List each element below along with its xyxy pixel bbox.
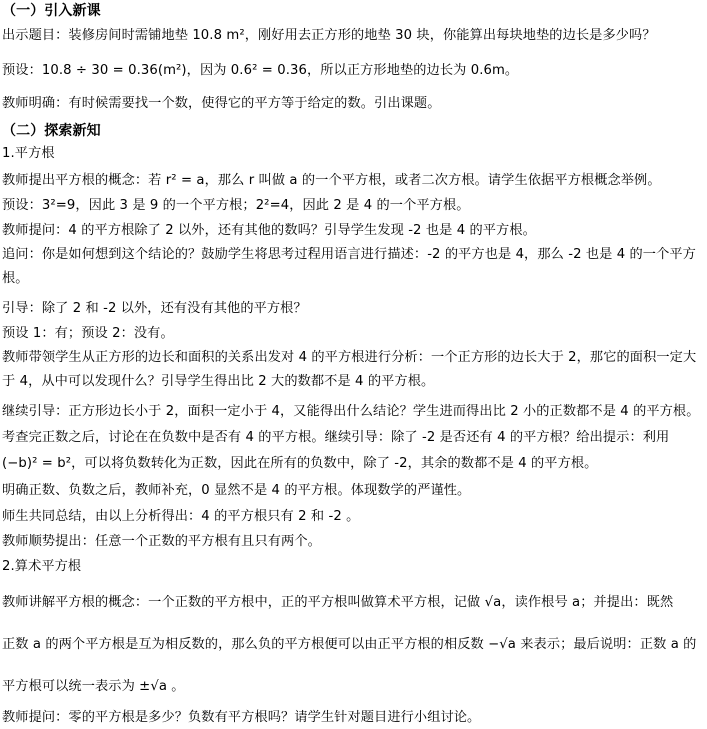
subheading-square-root: 1.平方根 <box>2 146 55 161</box>
section-heading-intro: （一）引入新课 <box>2 3 101 19</box>
subheading-arithmetic-root: 2.算术平方根 <box>2 559 82 574</box>
paragraph-continue: 继续引导：正方形边长小于 2，面积一定小于 4，又能得出什么结论？学生进而得出比 2 小的正数都不是 4 的平方根。 <box>2 404 700 419</box>
paragraph-question-4: 教师提问：4 的平方根除了 2 以外，还有其他的数吗？引导学生发现 -2 也是 4 的平方根。 <box>2 223 536 238</box>
paragraph-followup: 追问：你是如何想到这个结论的？鼓励学生将思考过程用语言进行描述：-2 的平方也是 4，那么 -2 也是 4 的一个平方根。 <box>2 247 696 286</box>
paragraph-negatives: 考查完正数之后，讨论在在负数中是否有 4 的平方根。继续引导：除了 -2 是否还有 4 的平方根？给出提示：利用 <box>2 430 670 445</box>
section-heading-explore: （二）探索新知 <box>2 123 101 139</box>
paragraph-presets: 预设 1：有；预设 2：没有。 <box>2 326 174 341</box>
paragraph-final-question: 教师提问：零的平方根是多少？负数有平方根吗？请学生针对题目进行小组讨论。 <box>2 710 481 725</box>
paragraph-concept: 教师提出平方根的概念：若 r² = a，那么 r 叫做 a 的一个平方根，或者二次方根。请学生依据平方根概念举例。 <box>2 173 661 188</box>
paragraph-analysis: 教师带领学生从正方形的边长和面积的关系出发对 4 的平方根进行分析：一个正方形的边长大于 2，那它的面积一定大于 4，从中可以发现什么？引导学生得出比 2 大的数都不是 4 的平方根。 <box>2 350 697 389</box>
paragraph-example: 预设：3²=9，因此 3 是 9 的一个平方根；2²=4，因此 2 是 4 的一个平方根。 <box>2 198 470 213</box>
paragraph-formula: (−b)² = b²，可以将负数转化为正数，因此在所有的负数中，除了 -2，其余的数都不是 4 的平方根。 <box>2 456 598 471</box>
paragraph-guide: 引导：除了 2 和 -2 以外，还有没有其他的平方根？ <box>2 301 307 316</box>
paragraph-conclusion: 教师顺势提出：任意一个正数的平方根有且只有两个。 <box>2 534 321 549</box>
paragraph-zero: 明确正数、负数之后，教师补充，0 显然不是 4 的平方根。体现数学的严谨性。 <box>2 483 471 498</box>
paragraph-arith-concept-2: 正数 a 的两个平方根是互为相反数的，那么负的平方根便可以由正平方根的相反数 −√a 来表示；最后说明：正数 a 的 <box>2 637 697 652</box>
paragraph-problem: 出示题目：装修房间时需铺地垫 10.8 m²，刚好用去正方形的地垫 30 块，你能算出每块地垫的边长是多少吗？ <box>2 28 656 43</box>
paragraph-arith-concept-3: 平方根可以统一表示为 ±√a 。 <box>2 679 185 694</box>
paragraph-summary: 师生共同总结，由以上分析得出：4 的平方根只有 2 和 -2 。 <box>2 509 360 524</box>
paragraph-preset: 预设：10.8 ÷ 30 = 0.36(m²)，因为 0.6² = 0.36，所以正方形地垫的边长为 0.6m。 <box>2 63 519 78</box>
paragraph-arith-concept-1: 教师讲解平方根的概念：一个正数的平方根中，正的平方根叫做算术平方根，记做 √a，读作根号 a；并提出：既然 <box>2 595 674 610</box>
paragraph-teacher-clarify: 教师明确：有时候需要找一个数，使得它的平方等于给定的数。引出课题。 <box>2 96 441 111</box>
